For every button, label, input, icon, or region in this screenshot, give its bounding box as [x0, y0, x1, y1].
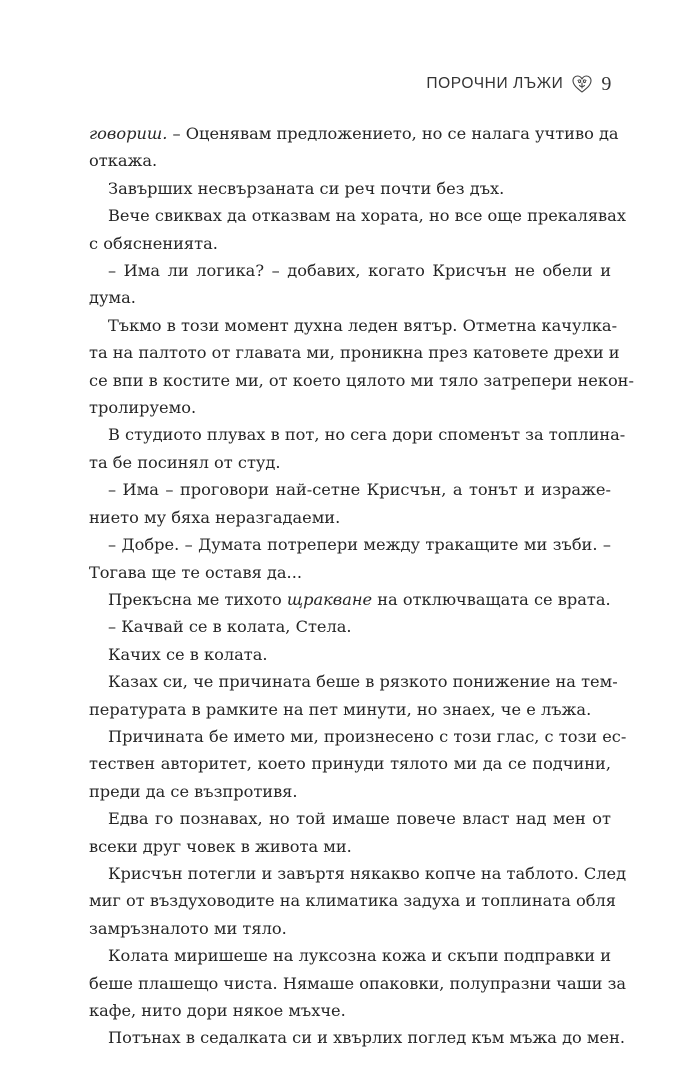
paragraph	[89, 613, 611, 640]
text-run: В студиото плувах в пот, но сега дори споменът за топлина-	[108, 425, 626, 445]
text-run: Казах си, че причината беше в рязкото понижение на тем-	[108, 672, 618, 692]
text-run: се впи в костите ми, от което цялото ми тяло затрепери некон-	[89, 370, 634, 390]
text-run: замръзналото ми тяло.	[89, 918, 287, 938]
text-line	[89, 641, 611, 668]
paragraph	[89, 202, 626, 257]
paragraph	[89, 1024, 626, 1051]
text-line	[89, 531, 611, 558]
text-run: – Има – проговори най-сетне Крисчън, а тонът и израже-	[108, 480, 611, 500]
paragraph	[89, 312, 634, 422]
text-run: Завърших несвързаната си реч почти без дъх.	[108, 178, 505, 198]
paragraph	[89, 805, 611, 860]
heart-flourish-icon	[571, 74, 593, 94]
text-line	[89, 805, 611, 832]
text-line	[89, 367, 634, 394]
paragraph	[89, 120, 619, 175]
text-run: миг от въздуховодите на климатика задуха и топлината обля	[89, 891, 617, 911]
text-run: откажа.	[89, 151, 158, 171]
text-line	[89, 942, 611, 969]
text-line	[89, 1024, 626, 1051]
text-line	[89, 449, 611, 476]
text-line	[89, 476, 611, 503]
text-line	[89, 147, 611, 174]
paragraph	[89, 668, 618, 723]
paragraph	[89, 723, 627, 805]
text-line	[89, 394, 611, 421]
paragraph	[89, 586, 611, 613]
text-line	[89, 750, 611, 777]
text-line	[89, 586, 611, 613]
text-line	[89, 970, 627, 997]
text-line	[89, 997, 611, 1024]
text-run: нието му бяха неразгадаеми.	[89, 507, 341, 527]
text-run: Качих се в колата.	[108, 644, 268, 664]
text-run: кафе, нито дори някое мъхче.	[89, 1001, 346, 1020]
text-run: – Има ли логика? – добавих, когато Крисчън не обели и	[108, 261, 611, 281]
text-run: пературата в рамките на пет минути, но знаех, че е лъжа.	[89, 699, 592, 719]
paragraph	[89, 175, 611, 202]
text-run: – Оценявам предложението, но се налага учтиво да	[167, 124, 619, 143]
text-line	[89, 778, 611, 805]
text-line	[89, 120, 619, 147]
text-run: та бе посинял от студ.	[89, 452, 281, 472]
text-line	[89, 202, 626, 229]
paragraph	[89, 476, 611, 531]
text-run: Тъкмо в този момент духна леден вятър. Отметна качулка-	[108, 315, 618, 335]
text-line	[89, 284, 611, 311]
text-line	[89, 230, 611, 257]
text-run: Вече свиквах да отказвам на хората, но все още прекалявах	[108, 206, 626, 226]
text-run: преди да се възпротивя.	[89, 781, 298, 801]
text-run: беше плашещо чиста. Нямаше опаковки, полупразни чаши за	[89, 973, 627, 993]
text-run: – Качвай се в колата, Стела.	[108, 617, 352, 637]
paragraph	[89, 257, 611, 312]
text-run: с обясненията.	[89, 233, 218, 253]
paragraph	[89, 942, 627, 1024]
text-line	[89, 175, 611, 202]
text-line	[89, 696, 611, 723]
text-run: Едва го познавах, но той имаше повече власт над мен от	[108, 809, 611, 829]
body-text	[89, 120, 634, 1052]
text-line	[89, 860, 627, 887]
text-run: дума.	[89, 288, 136, 308]
text-run: Колата миришеше на луксозна кожа и скъпи подправки и	[108, 946, 611, 966]
text-line	[89, 504, 611, 531]
text-run: Тогава ще те оставя да...	[89, 562, 302, 582]
page-number: 9	[601, 73, 612, 95]
text-line	[89, 421, 626, 448]
running-header	[426, 74, 612, 94]
paragraph	[89, 531, 611, 586]
text-run: Крисчън потегли и завъртя някакво копче на таблото. След	[108, 863, 627, 883]
text-run: на отключващата се врата.	[372, 589, 611, 609]
text-run: Причината бе името ми, произнесено с този глас, с този ес-	[108, 726, 627, 746]
text-line	[89, 723, 627, 750]
text-run: Прекъсна ме тихото	[108, 589, 287, 609]
text-line	[89, 559, 611, 586]
italic-text: говориш.	[89, 124, 168, 143]
text-line	[89, 887, 617, 914]
text-run: Потънах в седалката си и хвърлих поглед към мъжа до мен.	[108, 1028, 626, 1048]
text-line	[89, 833, 611, 860]
text-line	[89, 613, 611, 640]
running-title: ПОРОЧНИ ЛЪЖИ	[426, 75, 564, 92]
text-line	[89, 915, 611, 942]
text-run: тествен авторитет, което принуди тялото ми да се подчини,	[89, 754, 611, 774]
text-run: та на палтото от главата ми, проникна през катовете дрехи и	[89, 343, 620, 363]
text-run: тролируемо.	[89, 398, 197, 418]
text-line	[89, 257, 611, 284]
text-run: всеки друг човек в живота ми.	[89, 836, 352, 856]
text-run: – Добре. – Думата потрепери между тракащите ми зъби. –	[108, 535, 611, 555]
text-line	[89, 339, 620, 366]
paragraph	[89, 421, 626, 476]
italic-text: щракване	[286, 589, 373, 609]
text-line	[89, 668, 618, 695]
text-line	[89, 312, 618, 339]
paragraph	[89, 641, 611, 668]
paragraph	[89, 860, 627, 942]
